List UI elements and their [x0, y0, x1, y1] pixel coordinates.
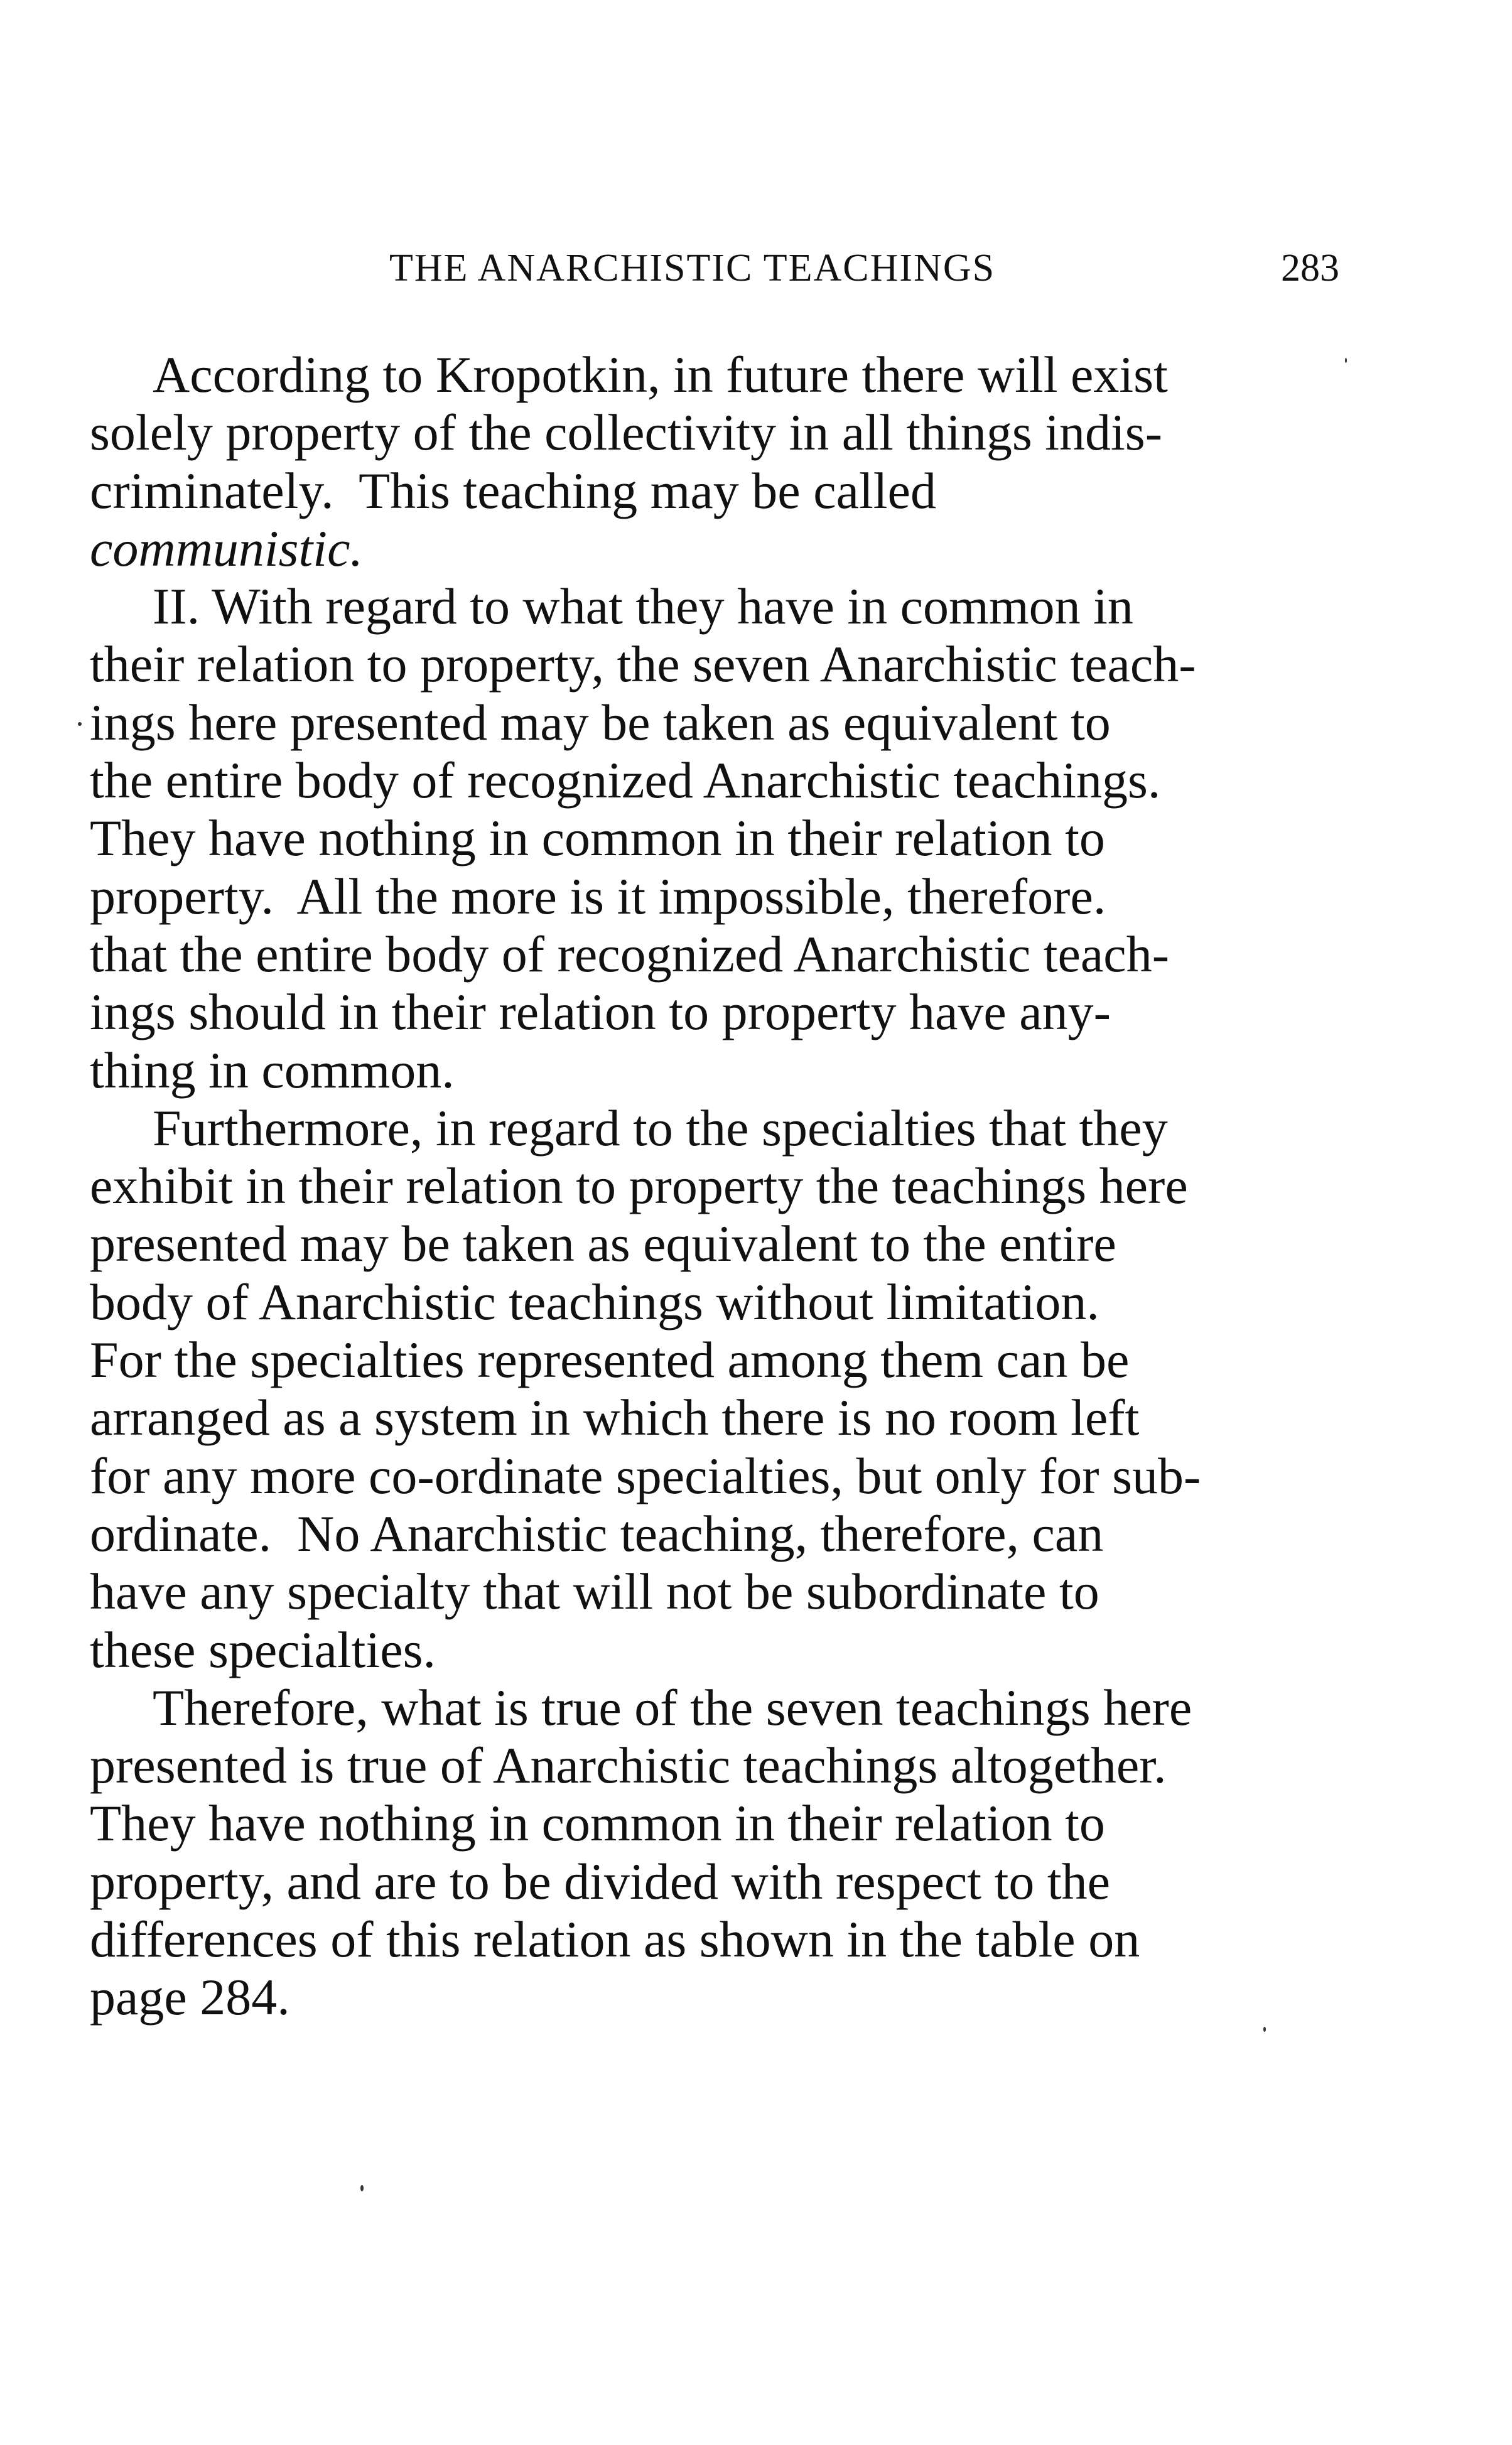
text-line: property, and are to be divided with respect to the: [90, 1852, 1111, 1910]
text-line: their relation to property, the seven Anarchistic teach-: [90, 635, 1196, 693]
text-line: criminately. This teaching may be called: [90, 461, 936, 519]
scan-speck: [1345, 358, 1347, 363]
text-line: for any more co-ordinate specialties, but only for sub-: [90, 1447, 1201, 1504]
page-header: [0, 246, 1512, 296]
text-line: II. With regard to what they have in common in: [153, 578, 1133, 635]
text-line: these specialties.: [90, 1621, 436, 1678]
running-title: THE ANARCHISTIC TEACHINGS: [389, 247, 996, 289]
text-line: the entire body of recognized Anarchistic teachings.: [90, 752, 1161, 809]
text-line: ings should in their relation to property have any-: [90, 983, 1111, 1041]
text-line: ordinate. No Anarchistic teaching, therefore, can: [90, 1504, 1104, 1562]
text-line: thing in common.: [90, 1041, 455, 1099]
text-line: Therefore, what is true of the seven teachings here: [153, 1678, 1192, 1736]
text-line: have any specialty that will not be subordinate to: [90, 1563, 1099, 1621]
text-line: solely property of the collectivity in all things indis-: [90, 404, 1163, 461]
text-line: According to Kropotkin, in future there will exist: [153, 346, 1168, 403]
text-line: presented may be taken as equivalent to the entire: [90, 1215, 1116, 1273]
text-line: ings here presented may be taken as equivalent to: [90, 693, 1111, 751]
italic-term: communistic.: [90, 519, 363, 577]
text-line: that the entire body of recognized Anarchistic teach-: [90, 925, 1169, 983]
text-line: body of Anarchistic teachings without limitation.: [90, 1273, 1099, 1330]
text-line: arranged as a system in which there is no room left: [90, 1389, 1140, 1447]
text-line: differences of this relation as shown in the table on: [90, 1911, 1140, 1968]
text-line: property. All the more is it impossible, therefore.: [90, 867, 1106, 925]
text-line: page 284.: [90, 1968, 290, 2026]
scan-speck: [360, 2185, 364, 2191]
text-line: They have nothing in common in their relation to: [90, 809, 1105, 867]
text-line: presented is true of Anarchistic teachings altogether.: [90, 1737, 1167, 1795]
page-body: [90, 346, 1408, 2027]
scan-speck: [78, 722, 82, 726]
text-line: exhibit in their relation to property the teachings here: [90, 1157, 1188, 1215]
scan-speck: [1263, 2027, 1266, 2032]
page-number: 283: [1281, 247, 1339, 289]
text-line: Furthermore, in regard to the specialties that they: [153, 1099, 1168, 1157]
text-line: They have nothing in common in their relation to: [90, 1795, 1105, 1852]
text-line: For the specialties represented among them can be: [90, 1331, 1130, 1389]
